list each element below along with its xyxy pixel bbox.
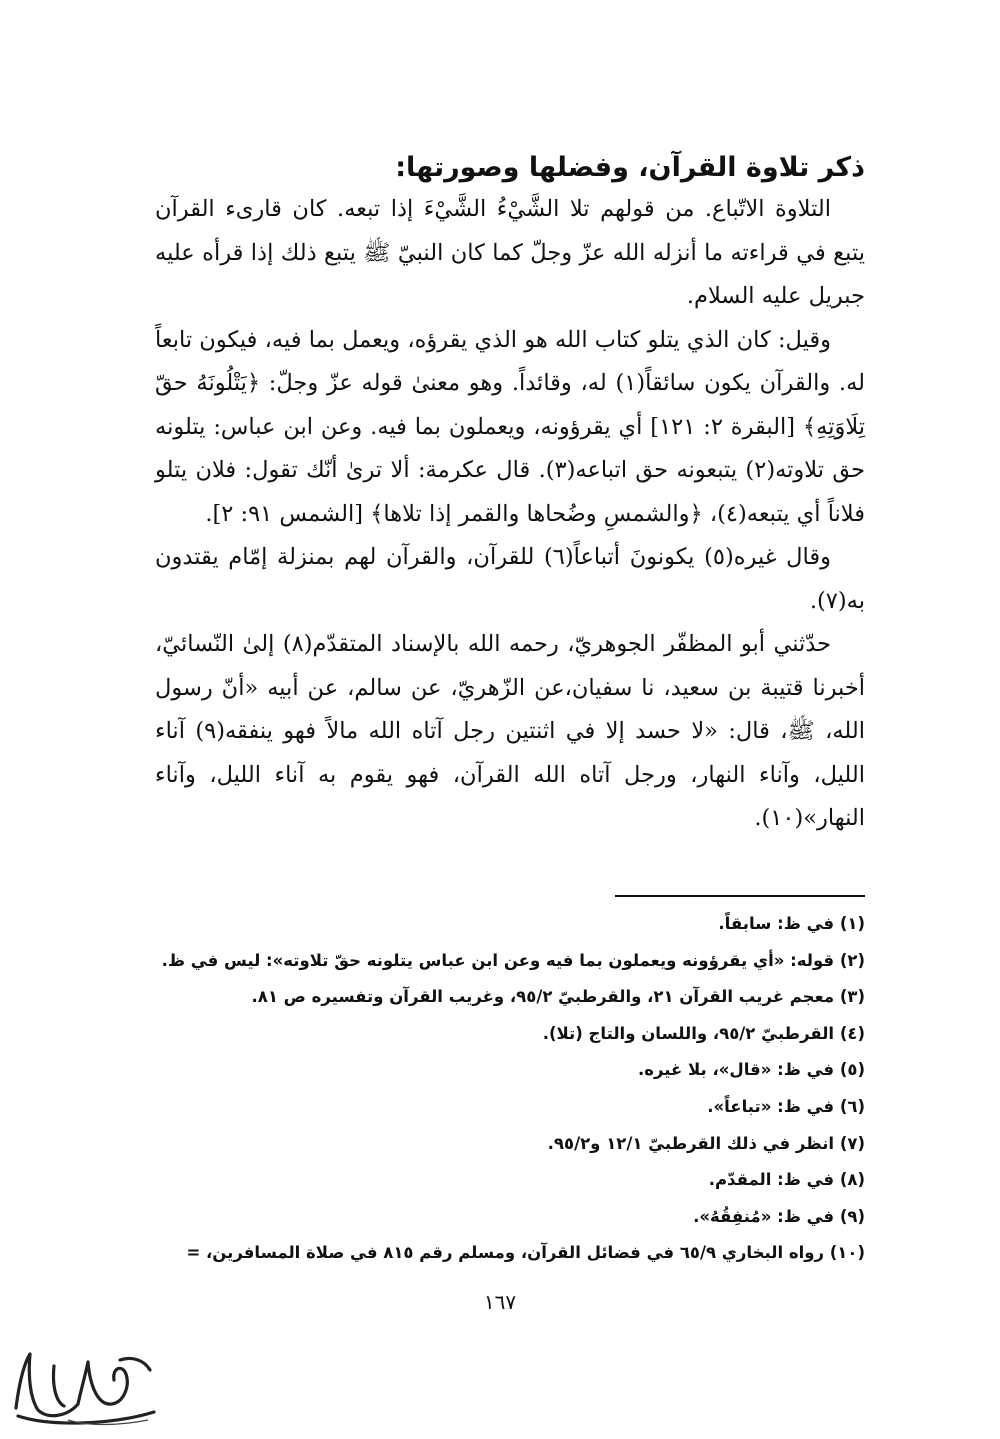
footnote-2: (٢) قوله: «أي يقرؤونه ويعملون بما فيه وعن ابن عباس يتلونه حقّ تلاوته»: ليس في ظ. xyxy=(161,950,865,970)
paragraph-1: التلاوة الاتّباع. من قولهم تلا الشَّيْءُ الشَّيْءَ إذا تبعه. كان قارىء القرآن يتبع في قراءته ما أنزله الله عزّ وجلّ كما كان النبيّ ﷺ يتبع ذلك إذا قرأه عليه جبريل عليه السلام. xyxy=(155,196,865,309)
watermark-logo xyxy=(8,1346,158,1430)
footnote-8: (٨) في ظ: المقدّم. xyxy=(708,1170,865,1190)
paragraph-4: حدّثني أبو المظفّر الجوهريّ، رحمه الله بالإسناد المتقدّم(٨) إلىٰ النّسائيّ، أخبرنا قتيبة بن سعيد، نا سفيان،عن الزّهريّ، عن سالم، عن أبيه «أنّ رسول الله، ﷺ، قال: «لا حسد إلا في اثنتين رجل آتاه الله مالاً فهو ينفقه(٩) آناء الليل، وآناء النهار، ورجل آتاه الله القرآن، فهو يقوم به آناء الليل، وآناء النهار»(١٠). xyxy=(155,631,865,831)
footnotes xyxy=(140,906,865,1272)
footnote-3: (٣) معجم غريب القرآن ٢١، والقرطبيّ ٩٥/٢، وغريب القرآن وتفسيره ص ٨١. xyxy=(251,987,865,1007)
section-heading: ذكر تلاوة القرآن، وفضلها وصورتها: xyxy=(395,152,865,183)
page-number: ١٦٧ xyxy=(483,1290,517,1314)
footnote-5: (٥) في ظ: «قال»، بلا غيره. xyxy=(637,1060,865,1080)
footnote-7: (٧) انظر في ذلك القرطبيّ ١٢/١ و٩٥/٢. xyxy=(547,1133,865,1153)
footnote-9: (٩) في ظ: «مُنفِقُهُ». xyxy=(693,1206,865,1226)
main-text xyxy=(155,148,865,841)
footnote-4: (٤) القرطبيّ ٩٥/٢، واللسان والتاج (تلا). xyxy=(542,1023,865,1043)
footnote-10: (١٠) رواه البخاري ٦٥/٩ في فضائل القرآن، ومسلم رقم ٨١٥ في صلاة المسافرين، = xyxy=(186,1243,865,1263)
footnote-divider xyxy=(615,895,865,897)
footnote-6: (٦) في ظ: «تباعاً». xyxy=(707,1096,865,1116)
paragraph-2: وقيل: كان الذي يتلو كتاب الله هو الذي يقرؤه، ويعمل بما فيه، فيكون تابعاً له. والقرآن يكون سائقاً(١) له، وقائداً. وهو معنىٰ قوله عزّ وجلّ: ﴿يَتْلُونَهُ حقّ تِلَاوَتِهِ﴾ [البقرة ٢: ١٢١] أي يقرؤونه، ويعملون بما فيه. وعن ابن عباس: يتلونه حق تلاوته(٢) يتبعونه حق اتباعه(٣). قال عكرمة: ألا ترىٰ أنّك تقول: فلان يتلو فلاناً أي يتبعه(٤)، ﴿والشمسِ وضُحاها والقمر إذا تلاها﴾ [الشمس ٩١: ٢]. xyxy=(155,326,866,527)
calligraphy-signature-icon xyxy=(8,1346,158,1430)
paragraph-3: وقال غيره(٥) يكونونَ أتباعاً(٦) للقرآن، والقرآن لهم بمنزلة إمّام يقتدون به(٧). xyxy=(155,544,865,614)
footnote-1: (١) في ظ: سابقاً. xyxy=(718,914,865,933)
